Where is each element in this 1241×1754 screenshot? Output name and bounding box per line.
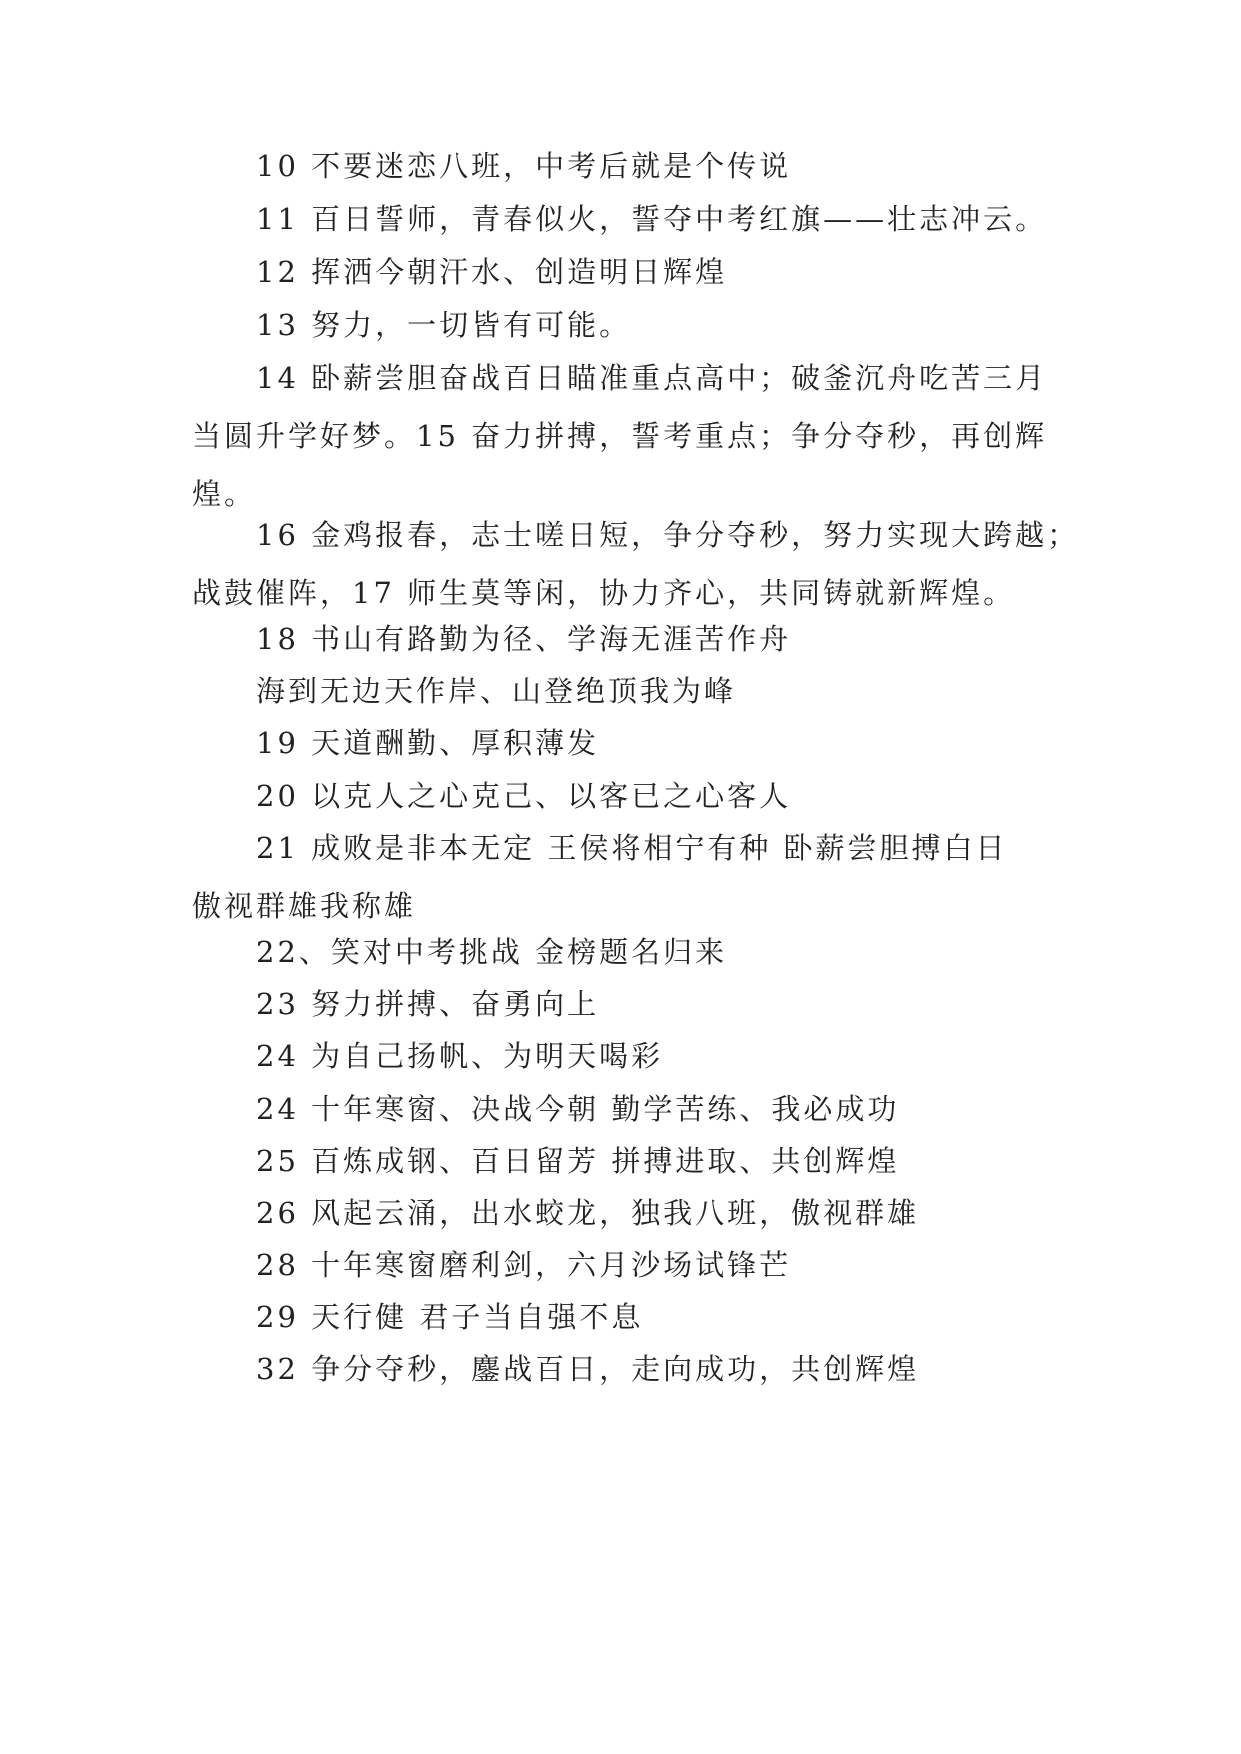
paragraph-line: 14 卧薪尝胆奋战百日瞄准重点高中；破釜沉舟吃苦三月 <box>256 361 1048 395</box>
paragraph <box>192 1132 1072 1190</box>
paragraph-line: 24 为自己扬帆、为明天喝彩 <box>256 1039 664 1073</box>
paragraph <box>192 923 1072 981</box>
paragraph <box>192 296 1072 354</box>
paragraph-line: 20 以克人之心克己、以客已之心客人 <box>256 779 792 813</box>
paragraph-line: 海到无边天作岸、山登绝顶我为峰 <box>256 674 737 708</box>
paragraph <box>192 506 1080 622</box>
paragraph-line: 28 十年寒窗磨利剑，六月沙场试锋芒 <box>256 1248 792 1282</box>
paragraph-line: 傲视群雄我称雄 <box>192 889 417 923</box>
paragraph <box>192 349 1072 523</box>
paragraph-line: 10 不要迷恋八班，中考后就是个传说 <box>256 149 792 183</box>
paragraph <box>192 610 1072 668</box>
paragraph <box>192 1236 1072 1294</box>
paragraph-line: 当圆升学好梦。15 奋力拼搏，誓考重点；争分夺秒，再创辉 <box>192 419 1048 453</box>
paragraph <box>192 1288 1072 1346</box>
paragraph-line: 16 金鸡报春，志士嗟日短，争分夺秒，努力实现大跨越； <box>256 518 1080 552</box>
paragraph-line: 19 天道酬勤、厚积薄发 <box>256 726 600 760</box>
paragraph-line: 11 百日誓师，青春似火，誓夺中考红旗——壮志冲云。 <box>256 202 1048 236</box>
paragraph-line: 32 争分夺秒，鏖战百日，走向成功，共创辉煌 <box>256 1352 920 1386</box>
paragraph-line: 23 努力拼搏、奋勇向上 <box>256 987 600 1021</box>
paragraph-line: 29 天行健 君子当自强不息 <box>256 1300 644 1334</box>
paragraph-line: 26 风起云涌，出水蛟龙，独我八班，傲视群雄 <box>256 1196 920 1230</box>
paragraph-line: 22、笑对中考挑战 金榜题名归来 <box>256 935 728 969</box>
paragraph-line: 战鼓催阵，17 师生莫等闲，协力齐心，共同铸就新辉煌。 <box>192 576 1016 610</box>
paragraph-line: 煌。 <box>192 477 257 511</box>
paragraph-line: 21 成败是非本无定 王侯将相宁有种 卧薪尝胆搏白日 <box>256 831 1008 865</box>
paragraph <box>192 819 1072 935</box>
paragraph <box>192 137 1072 195</box>
paragraph <box>192 767 1072 825</box>
paragraph <box>192 714 1072 772</box>
paragraph <box>192 243 1072 301</box>
paragraph-line: 13 努力，一切皆有可能。 <box>256 308 632 342</box>
paragraph-line: 24 十年寒窗、决战今朝 勤学苦练、我必成功 <box>256 1092 900 1126</box>
paragraph <box>192 1080 1072 1138</box>
paragraph-line: 12 挥洒今朝汗水、创造明日辉煌 <box>256 255 728 289</box>
paragraph <box>192 190 1072 248</box>
paragraph <box>192 975 1072 1033</box>
paragraph-line: 18 书山有路勤为径、学海无涯苦作舟 <box>256 622 792 656</box>
paragraph <box>192 662 1072 720</box>
paragraph <box>192 1027 1072 1085</box>
paragraph <box>192 1340 1072 1398</box>
paragraph-line: 25 百炼成钢、百日留芳 拼搏进取、共创辉煌 <box>256 1144 900 1178</box>
paragraph <box>192 1184 1072 1242</box>
